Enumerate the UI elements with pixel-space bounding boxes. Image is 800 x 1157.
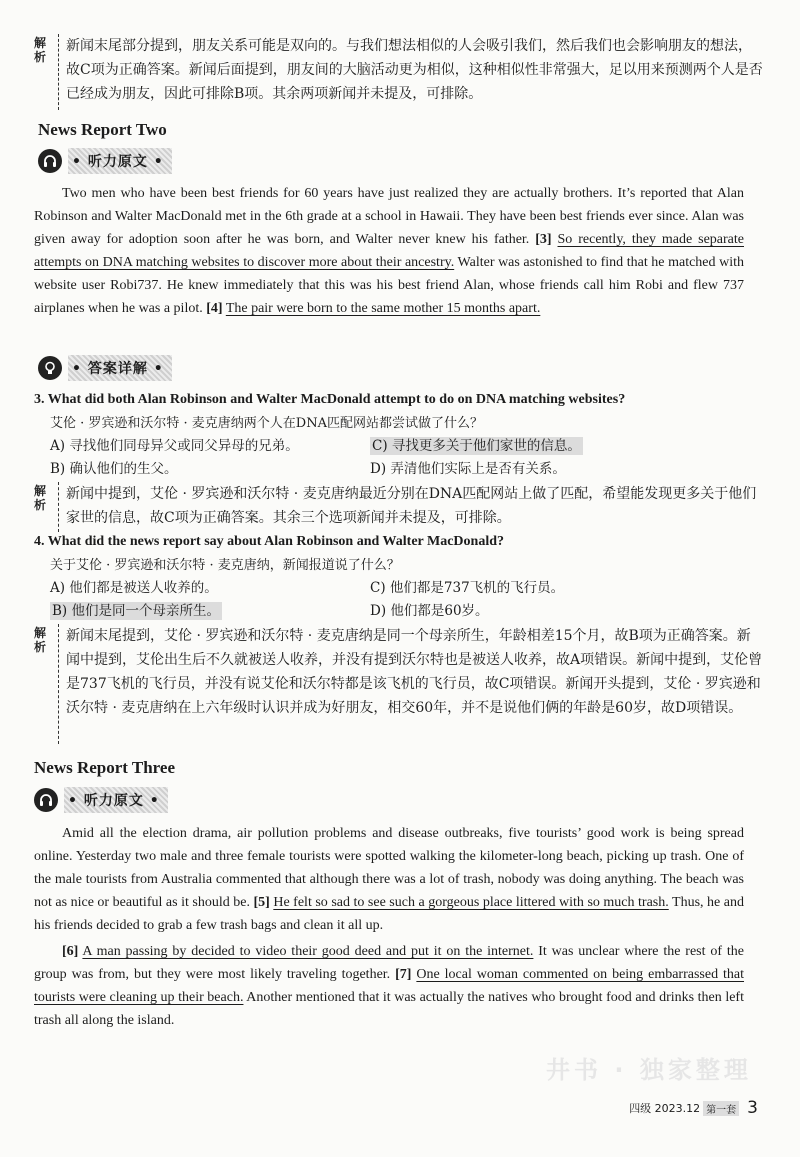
transcript-text: Walter was astonished to find that he matched with website user Robi737. He knew immediately that this was his best friend Alan, whose friends call him Robi and flew 737 airplanes when he was a pilot. [34,255,744,316]
footer-level: 四级 2023.12 [629,1102,701,1115]
headphones-icon [38,149,62,173]
option-b-correct: B) 他们是同一个母亲所生。 [52,603,220,619]
explanation-text: 新闻末尾部分提到，朋友关系可能是双向的。与我们想法相似的人会吸引我们，然后我们也会影响朋友的想法，故C项为正确答案。新闻后面提到，朋友间的大脑活动更为相似，这种相似性非常强大，足以用来预测两个人是否已经成为朋友，因此可排除B项。其余两项新闻并未提及，可排除。 [66,38,763,102]
explanation-block-q4 [34,624,764,744]
marker-7: [7] [395,967,412,982]
dashed-divider [58,624,59,744]
dashed-divider [58,482,59,532]
badge-label: • 答案详解 • [68,355,172,381]
question-text: 3. What did both Alan Robinson and Walter MacDonald attempt to do on DNA matching websites? [34,392,626,407]
footer-issue: 第一套 [703,1101,739,1116]
report-three-transcript [34,822,744,1032]
explanation-tag: 解 析 [34,484,47,512]
explanation-tag: 解 析 [34,36,47,64]
key-sentence-3: So recently, they made separate attempts on DNA matching websites to discover more about their ancestry. [34,232,744,270]
transcript-text: Two men who have been best friends for 60 years have just realized they are actually brothers. It’s reported that Alan Robinson and Walter MacDonald met in the 6th grade at a school in Hawaii. They have been best friends ever since. Alan was given away for adoption soon after he was born, and Walter never knew his father. [34,186,744,247]
key-sentence-4: The pair were born to the same mother 15 months apart. [225,301,541,316]
option-c-correct: C) 寻找更多关于他们家世的信息。 [372,438,581,454]
question-translation: 艾伦 · 罗宾逊和沃尔特 · 麦克唐纳两个人在DNA匹配网站都尝试做了什么？ [50,416,483,431]
key-sentence-5: He felt so sad to see such a gorgeous place littered with so much trash. [273,895,669,910]
transcript-text: Another mentioned that it was actually the natives who brought food and drinks then left trash all along the island. [34,990,744,1028]
option-c: C) 他们都是737飞机的飞行员。 [370,580,565,596]
option-b: B) 确认他们的生父。 [50,461,178,477]
transcript-text: Amid all the election drama, air pollution problems and disease outbreaks, five tourists’ good work is being spread online. Yesterday two male and three female tourists were spotted walking the kilometer-long beach, picking up trash. One of the male tourists from Australia commented that although there was a lot of trash, nobody was doing anything. The beach was not as nice or beautiful as it should be. [34,826,744,910]
badge-label: • 听力原文 • [64,787,168,813]
answers-badge [38,354,172,382]
marker-5: [5] [253,895,270,910]
option-a: A) 寻找他们同母异父或同父异母的兄弟。 [50,438,299,454]
watermark: 井书 · 独家整理 [546,1056,752,1084]
transcript-text: Thus, he and his friends decided to grab a few trash bags and clean it all up. [34,895,744,933]
report-two-title: News Report Two [38,120,167,139]
key-sentence-6: A man passing by decided to video their good deed and put it on the internet. [82,944,534,959]
marker-6: [6] [62,944,79,959]
report-three-title: News Report Three [34,758,176,777]
marker-4: [4] [206,301,223,316]
explanation-text: 新闻末尾提到，艾伦 · 罗宾逊和沃尔特 · 麦克唐纳是同一个母亲所生，年龄相差15个月，故B项为正确答案。新闻中提到，艾伦出生后不久就被送人收养，并没有提到沃尔特也是被送人收养，故A项错误。新闻中提到，艾伦曾是737飞机的飞行员，并没有说艾伦和沃尔特都是该飞机的飞行员，故C项错误。新闻开头提到，艾伦 · 罗宾逊和沃尔特 · 麦克唐纳在上六年级时认识并成为好朋友，相交60年，并不是说他们俩的年龄是60岁，故D项错误。 [66,628,763,716]
listening-badge [34,786,168,814]
explanation-tag: 解 析 [34,626,47,654]
marker-3: [3] [535,232,552,247]
page-footer [629,1098,758,1118]
lightbulb-icon [38,356,62,380]
question-4 [34,534,754,619]
transcript-text: It was unclear where the rest of the group was from, but they were most likely traveling together. [34,944,744,982]
dashed-divider [58,34,59,110]
question-text: 4. What did the news report say about Alan Robinson and Walter MacDonald? [34,534,504,549]
option-d: D) 弄清他们实际上是否有关系。 [370,461,566,477]
headphones-icon [34,788,58,812]
listening-badge [38,147,172,175]
badge-label: • 听力原文 • [68,148,172,174]
option-d: D) 他们都是60岁。 [370,603,489,619]
question-translation: 关于艾伦 · 罗宾逊和沃尔特 · 麦克唐纳，新闻报道说了什么？ [50,558,400,573]
explanation-block-q2 [34,34,764,110]
key-sentence-7: One local woman commented on being embarrassed that tourists were cleaning up their beach. [34,967,745,1005]
explanation-block-q3 [34,482,764,532]
question-3 [34,392,754,477]
option-a: A) 他们都是被送人收养的。 [50,580,218,596]
report-two-transcript [34,182,744,320]
explanation-text: 新闻中提到，艾伦 · 罗宾逊和沃尔特 · 麦克唐纳最近分别在DNA匹配网站上做了匹配，希望能发现更多关于他们家世的信息，故C项为正确答案。其余三个选项新闻并未提及，可排除。 [66,486,757,526]
page-number: 3 [747,1098,758,1118]
